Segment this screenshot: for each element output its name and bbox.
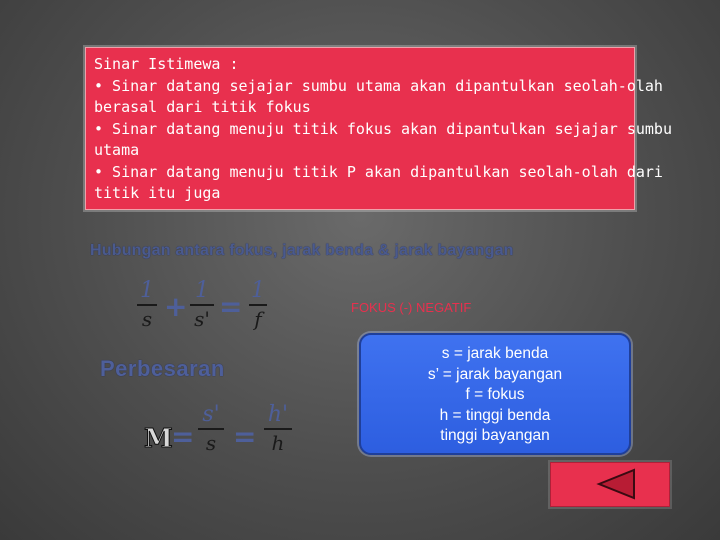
sinar-rule-line: • Sinar datang sejajar sumbu utama akan dipantulkan seolah-olah — [94, 76, 663, 95]
legend-line: s = jarak benda — [441, 345, 549, 362]
fraction-numerator: h' — [267, 402, 289, 427]
variable-legend-box — [359, 333, 631, 455]
fraction-1-over-f — [249, 278, 267, 331]
legend-line: tinggi bayangan — [440, 427, 550, 444]
equals-sign: = — [219, 290, 243, 323]
magnification-symbol: M — [144, 424, 173, 454]
equals-sign: = — [233, 420, 257, 453]
fraction-bar — [137, 304, 157, 306]
sinar-istimewa-box — [85, 47, 672, 210]
fraction-h-prime-over-h — [264, 402, 292, 455]
fraction-1-over-s — [137, 278, 157, 331]
sinar-rule-line: berasal dari titik fokus — [94, 98, 311, 116]
fraction-bar — [190, 304, 214, 306]
fraction-denominator: f — [254, 307, 262, 331]
legend-line: f = fokus — [465, 386, 525, 403]
fraction-denominator: s — [141, 307, 153, 331]
fokus-negatif-note: FOKUS (-) NEGATIF — [351, 300, 472, 315]
sinar-istimewa-title: Sinar Istimewa : — [94, 55, 239, 73]
fraction-1-over-s-prime — [190, 278, 214, 331]
previous-slide-button[interactable] — [550, 462, 670, 507]
sinar-rule-line: • Sinar datang menuju titik P akan dipantulkan seolah-olah dari — [94, 162, 663, 181]
fraction-bar — [264, 428, 292, 430]
fraction-numerator: 1 — [195, 278, 209, 303]
perbesaran-heading: Perbesaran — [100, 356, 225, 381]
fraction-bar — [198, 428, 224, 430]
fraction-numerator: 1 — [140, 278, 154, 303]
fraction-denominator: h — [271, 431, 285, 455]
legend-line: h = tinggi benda — [439, 406, 551, 424]
fraction-numerator: s' — [202, 402, 220, 427]
fraction-denominator: s' — [194, 307, 210, 331]
sinar-rule-line: titik itu juga — [94, 184, 221, 202]
sinar-rule-line: utama — [94, 141, 140, 159]
triangle-left-icon — [551, 463, 669, 506]
fraction-bar — [249, 304, 267, 306]
fraction-s-prime-over-s — [198, 402, 224, 455]
fraction-numerator: 1 — [251, 278, 265, 303]
relation-heading: Hubungan antara fokus, jarak benda & jarak bayangan — [90, 242, 514, 259]
legend-line: s’ = jarak bayangan — [427, 365, 563, 383]
sinar-rule-line: • Sinar datang menuju titik fokus akan dipantulkan sejajar sumbu — [94, 119, 672, 138]
fraction-denominator: s — [205, 431, 217, 455]
equals-sign: = — [171, 420, 195, 453]
plus-sign: + — [164, 290, 188, 323]
